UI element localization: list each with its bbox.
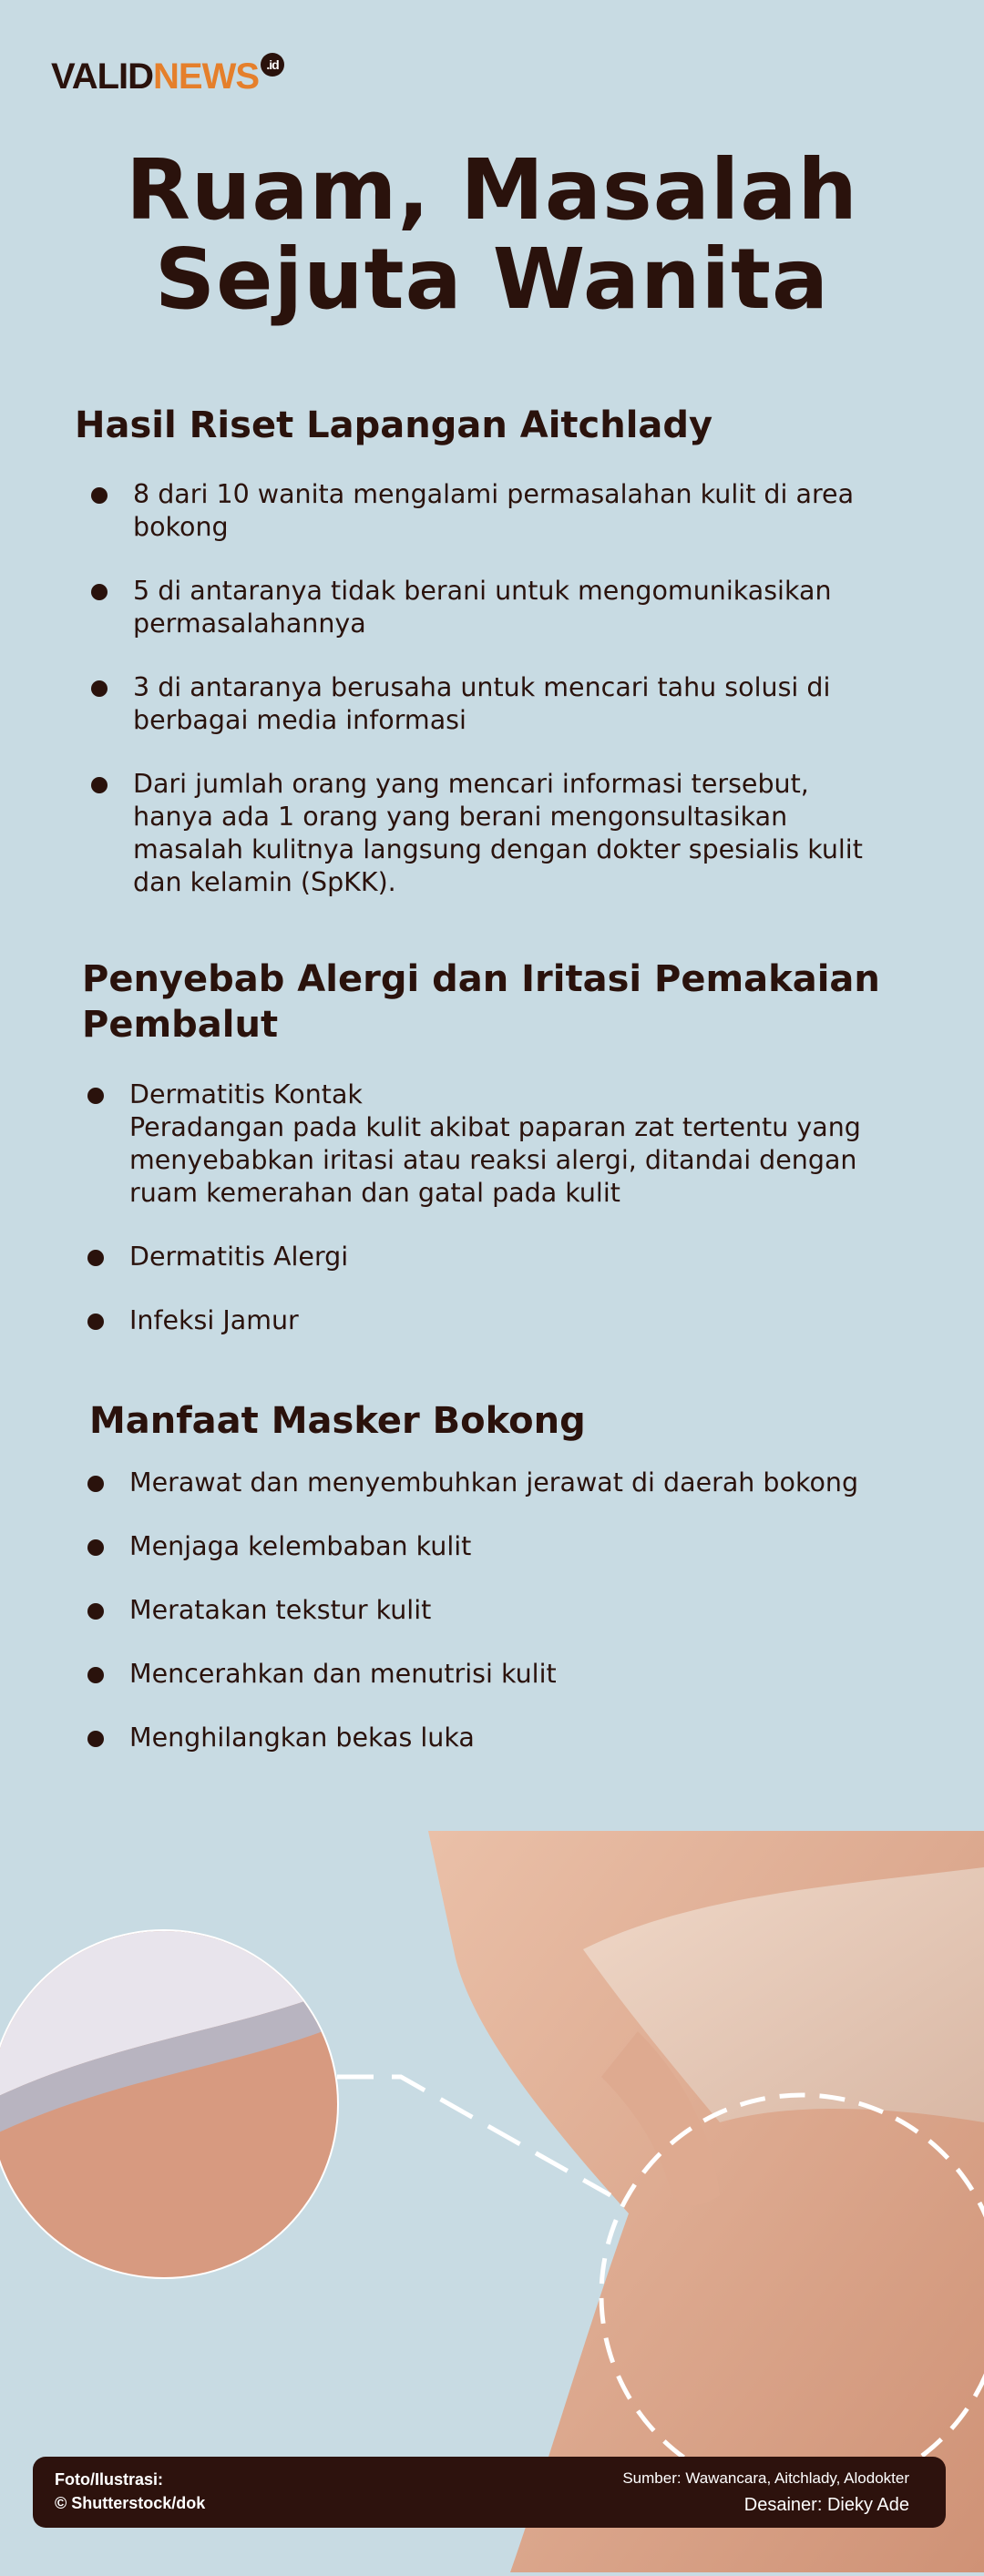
footer-bar — [33, 2457, 946, 2528]
list-item: Dari jumlah orang yang mencari informasi tersebut, hanya ada 1 orang yang berani mengonsultasikan masalah kulitnya langsung dengan dokter spesialis kulit dan kelamin (SpKK). — [91, 768, 893, 899]
list-item — [87, 1078, 889, 1210]
list-item-title: Dermatitis Kontak — [129, 1079, 363, 1109]
logo-badge: .id — [261, 53, 284, 77]
logo-text-valid: VALID — [51, 56, 154, 97]
title-line-1: Ruam, Masalah — [126, 141, 858, 239]
list-item-title: Dermatitis Alergi — [129, 1242, 349, 1272]
riset-list — [91, 478, 893, 930]
manfaat-list — [87, 1467, 889, 1785]
penyebab-list — [87, 1078, 889, 1368]
list-item: 3 di antaranya berusaha untuk mencari tahu solusi di berbagai media informasi — [91, 671, 893, 737]
logo-text-news: NEWS — [153, 56, 260, 97]
page-title — [0, 141, 984, 328]
list-item: Menjaga kelembaban kulit — [87, 1530, 889, 1563]
title-line-2: Sejuta Wanita — [154, 230, 830, 328]
section-heading-riset: Hasil Riset Lapangan Aitchlady — [75, 404, 713, 446]
list-item-title: Infeksi Jamur — [129, 1305, 299, 1335]
list-item: 5 di antaranya tidak berani untuk mengomunikasikan permasalahannya — [91, 575, 893, 640]
list-item: Mencerahkan dan menutrisi kulit — [87, 1658, 889, 1691]
photo-source: © Shutterstock/dok — [55, 2494, 206, 2512]
source-text: Sumber: Wawancara, Aitchlady, Alodokter — [622, 2469, 909, 2487]
list-item — [87, 1304, 889, 1337]
list-item: Menghilangkan bekas luka — [87, 1722, 889, 1754]
list-item: Merawat dan menyembuhkan jerawat di daerah bokong — [87, 1467, 889, 1499]
list-item: Meratakan tekstur kulit — [87, 1594, 889, 1627]
list-item: 8 dari 10 wanita mengalami permasalahan kulit di area bokong — [91, 478, 893, 544]
list-item — [87, 1241, 889, 1273]
validnews-logo — [51, 56, 284, 97]
section-heading-penyebab: Penyebab Alergi dan Iritasi Pemakaian Pembalut — [82, 958, 880, 1046]
photo-label: Foto/Ilustrasi: — [55, 2470, 164, 2489]
list-item-desc: Peradangan pada kulit akibat paparan zat tertentu yang menyebabkan iritasi atau reaksi alergi, ditandai dengan ruam kemerahan dan gatal pada kulit — [129, 1112, 861, 1208]
section-heading-manfaat: Manfaat Masker Bokong — [89, 1400, 586, 1442]
designer-text: Desainer: Dieky Ade — [743, 2495, 909, 2515]
photo-credit — [55, 2468, 205, 2515]
